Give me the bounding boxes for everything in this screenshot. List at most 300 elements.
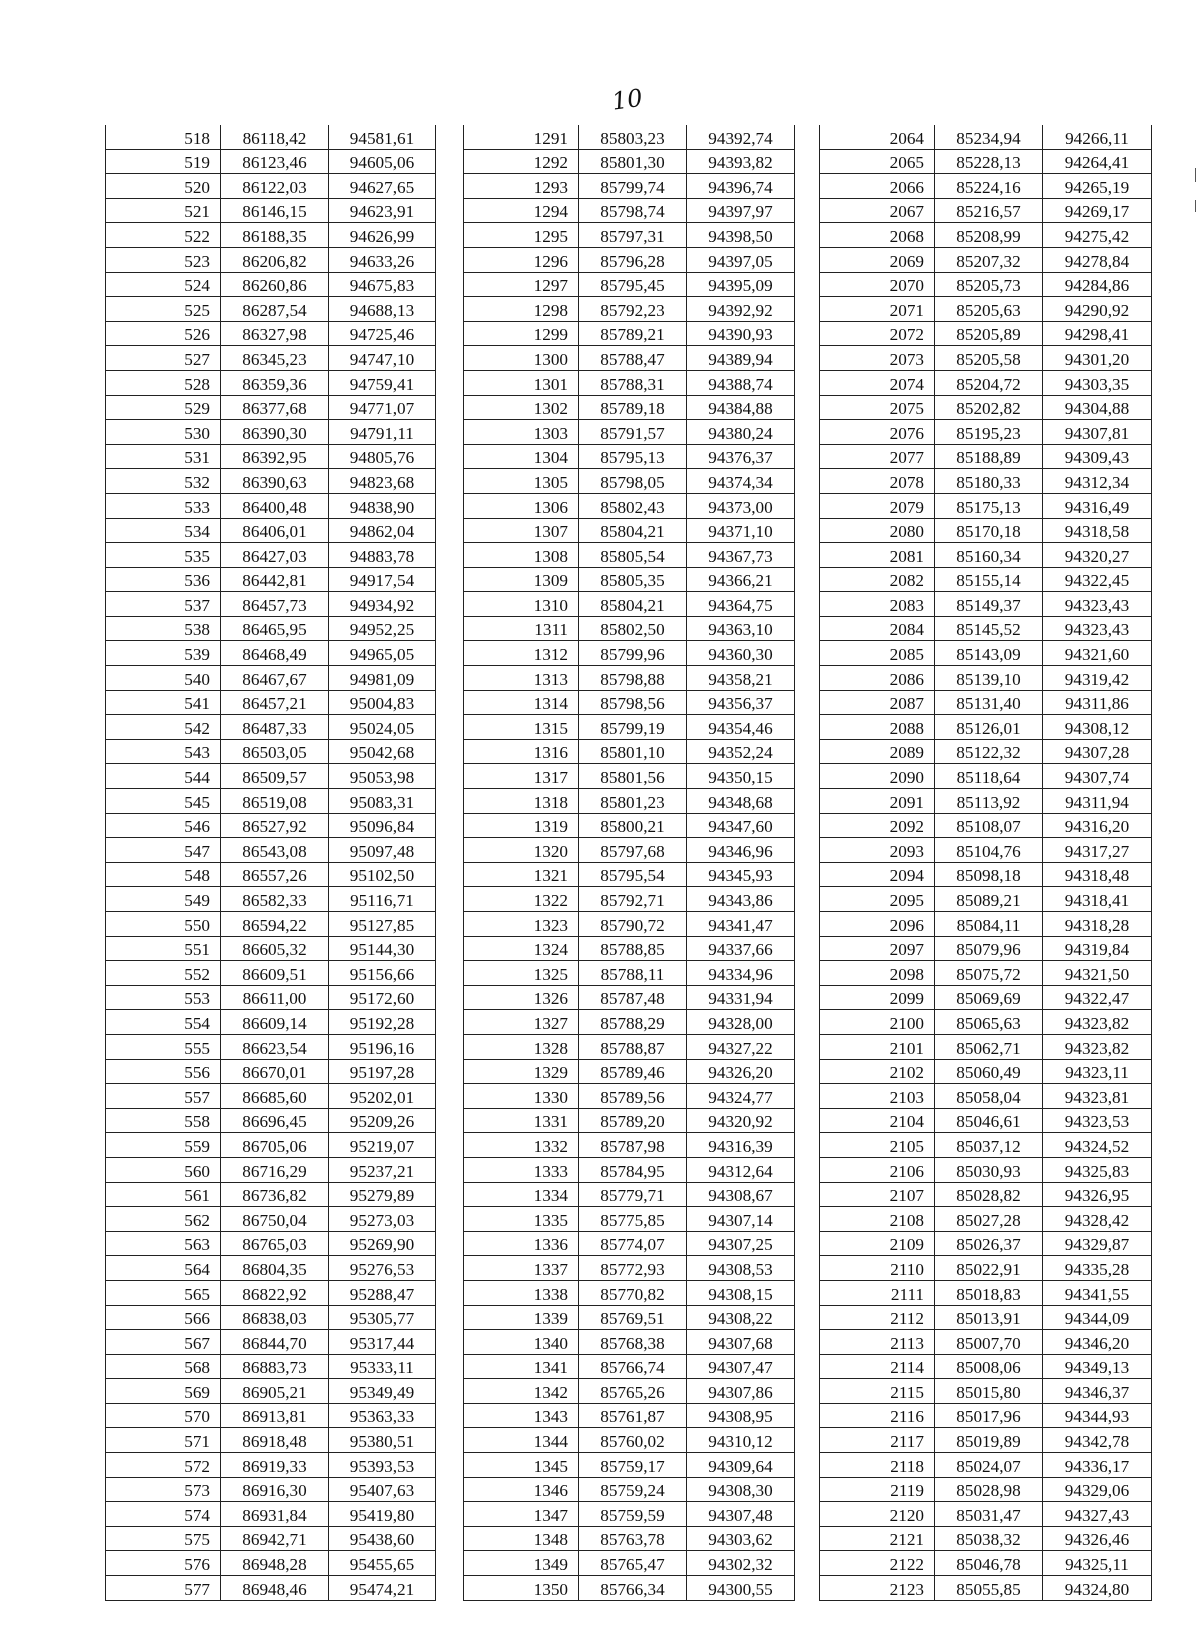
table-row <box>464 1526 795 1551</box>
point-number-cell: 1349 <box>464 1551 579 1576</box>
point-number-cell: 2067 <box>820 198 935 223</box>
point-number-cell: 551 <box>106 936 221 961</box>
x-coordinate-cell: 86750,04 <box>221 1207 329 1232</box>
y-coordinate-cell: 94304,88 <box>1043 395 1152 420</box>
x-coordinate-cell: 85208,99 <box>935 223 1043 248</box>
y-coordinate-cell: 95053,98 <box>329 764 436 789</box>
x-coordinate-cell: 85788,29 <box>579 1010 687 1035</box>
x-coordinate-cell: 85799,19 <box>579 715 687 740</box>
table-row <box>464 1354 795 1379</box>
y-coordinate-cell: 95349,49 <box>329 1379 436 1404</box>
point-number-cell: 1341 <box>464 1354 579 1379</box>
table-row <box>106 493 436 518</box>
y-coordinate-cell: 94392,92 <box>687 297 795 322</box>
x-coordinate-cell: 85145,52 <box>935 616 1043 641</box>
point-number-cell: 526 <box>106 321 221 346</box>
table-row <box>464 1477 795 1502</box>
y-coordinate-cell: 95102,50 <box>329 862 436 887</box>
x-coordinate-cell: 86468,49 <box>221 641 329 666</box>
x-coordinate-cell: 85228,13 <box>935 149 1043 174</box>
point-number-cell: 1331 <box>464 1108 579 1133</box>
x-coordinate-cell: 86736,82 <box>221 1182 329 1207</box>
point-number-cell: 2096 <box>820 912 935 937</box>
x-coordinate-cell: 85763,78 <box>579 1526 687 1551</box>
point-number-cell: 527 <box>106 346 221 371</box>
point-number-cell: 529 <box>106 395 221 420</box>
y-coordinate-cell: 94308,30 <box>687 1477 795 1502</box>
x-coordinate-cell: 85118,64 <box>935 764 1043 789</box>
table-row <box>464 715 795 740</box>
point-number-cell: 561 <box>106 1182 221 1207</box>
x-coordinate-cell: 86123,46 <box>221 149 329 174</box>
point-number-cell: 539 <box>106 641 221 666</box>
point-number-cell: 566 <box>106 1305 221 1330</box>
point-number-cell: 1306 <box>464 493 579 518</box>
table-row <box>106 1280 436 1305</box>
x-coordinate-cell: 85028,82 <box>935 1182 1043 1207</box>
x-coordinate-cell: 86838,03 <box>221 1305 329 1330</box>
y-coordinate-cell: 94318,41 <box>1043 887 1152 912</box>
x-coordinate-cell: 85801,30 <box>579 149 687 174</box>
y-coordinate-cell: 94917,54 <box>329 567 436 592</box>
table-row <box>464 1059 795 1084</box>
table-row <box>820 1034 1152 1059</box>
table-row <box>820 764 1152 789</box>
table-row <box>106 1305 436 1330</box>
point-number-cell: 1303 <box>464 420 579 445</box>
point-number-cell: 555 <box>106 1034 221 1059</box>
table-row <box>820 1280 1152 1305</box>
point-number-cell: 1298 <box>464 297 579 322</box>
table-row <box>464 346 795 371</box>
point-number-cell: 1309 <box>464 567 579 592</box>
y-coordinate-cell: 94278,84 <box>1043 247 1152 272</box>
x-coordinate-cell: 85789,18 <box>579 395 687 420</box>
table-row <box>464 813 795 838</box>
table-row <box>820 149 1152 174</box>
x-coordinate-cell: 85789,21 <box>579 321 687 346</box>
y-coordinate-cell: 94633,26 <box>329 247 436 272</box>
y-coordinate-cell: 95276,53 <box>329 1256 436 1281</box>
x-coordinate-cell: 86543,08 <box>221 838 329 863</box>
x-coordinate-cell: 86406,01 <box>221 518 329 543</box>
x-coordinate-cell: 86487,33 <box>221 715 329 740</box>
y-coordinate-cell: 94324,80 <box>1043 1576 1152 1601</box>
point-number-cell: 543 <box>106 739 221 764</box>
y-coordinate-cell: 94344,93 <box>1043 1403 1152 1428</box>
y-coordinate-cell: 94311,86 <box>1043 690 1152 715</box>
x-coordinate-cell: 85031,47 <box>935 1502 1043 1527</box>
x-coordinate-cell: 85789,56 <box>579 1084 687 1109</box>
x-coordinate-cell: 85008,06 <box>935 1354 1043 1379</box>
table-row <box>464 592 795 617</box>
point-number-cell: 532 <box>106 469 221 494</box>
point-number-cell: 1304 <box>464 444 579 469</box>
x-coordinate-cell: 85760,02 <box>579 1428 687 1453</box>
table-row <box>820 567 1152 592</box>
table-row <box>106 838 436 863</box>
table-row <box>820 395 1152 420</box>
x-coordinate-cell: 86765,03 <box>221 1231 329 1256</box>
table-row <box>820 961 1152 986</box>
x-coordinate-cell: 85216,57 <box>935 198 1043 223</box>
table-row <box>464 862 795 887</box>
x-coordinate-cell: 85139,10 <box>935 666 1043 691</box>
point-number-cell: 568 <box>106 1354 221 1379</box>
x-coordinate-cell: 86527,92 <box>221 813 329 838</box>
x-coordinate-cell: 86942,71 <box>221 1526 329 1551</box>
x-coordinate-cell: 85798,05 <box>579 469 687 494</box>
x-coordinate-cell: 85028,98 <box>935 1477 1043 1502</box>
x-coordinate-cell: 86509,57 <box>221 764 329 789</box>
table-row <box>820 444 1152 469</box>
y-coordinate-cell: 94934,92 <box>329 592 436 617</box>
point-number-cell: 1307 <box>464 518 579 543</box>
y-coordinate-cell: 95407,63 <box>329 1477 436 1502</box>
table-row <box>820 1108 1152 1133</box>
table-row <box>106 641 436 666</box>
y-coordinate-cell: 94771,07 <box>329 395 436 420</box>
x-coordinate-cell: 85046,61 <box>935 1108 1043 1133</box>
table-row <box>464 1182 795 1207</box>
table-row <box>464 1453 795 1478</box>
x-coordinate-cell: 85779,71 <box>579 1182 687 1207</box>
y-coordinate-cell: 94390,93 <box>687 321 795 346</box>
point-number-cell: 2091 <box>820 789 935 814</box>
point-number-cell: 1329 <box>464 1059 579 1084</box>
y-coordinate-cell: 95269,90 <box>329 1231 436 1256</box>
table-row <box>106 223 436 248</box>
point-number-cell: 2088 <box>820 715 935 740</box>
table-row <box>464 1576 795 1601</box>
point-number-cell: 2116 <box>820 1403 935 1428</box>
x-coordinate-cell: 86609,51 <box>221 961 329 986</box>
x-coordinate-cell: 85131,40 <box>935 690 1043 715</box>
y-coordinate-cell: 94323,43 <box>1043 616 1152 641</box>
x-coordinate-cell: 85079,96 <box>935 936 1043 961</box>
y-coordinate-cell: 94322,47 <box>1043 985 1152 1010</box>
x-coordinate-cell: 86913,81 <box>221 1403 329 1428</box>
x-coordinate-cell: 85798,74 <box>579 198 687 223</box>
table-row <box>106 912 436 937</box>
table-row <box>464 1084 795 1109</box>
y-coordinate-cell: 94348,68 <box>687 789 795 814</box>
point-number-cell: 559 <box>106 1133 221 1158</box>
x-coordinate-cell: 85155,14 <box>935 567 1043 592</box>
point-number-cell: 1339 <box>464 1305 579 1330</box>
point-number-cell: 2114 <box>820 1354 935 1379</box>
y-coordinate-cell: 94336,17 <box>1043 1453 1152 1478</box>
table-row <box>106 887 436 912</box>
point-number-cell: 1320 <box>464 838 579 863</box>
point-number-cell: 2099 <box>820 985 935 1010</box>
x-coordinate-cell: 85195,23 <box>935 420 1043 445</box>
x-coordinate-cell: 86716,29 <box>221 1157 329 1182</box>
table-row <box>464 961 795 986</box>
table-row <box>820 1059 1152 1084</box>
point-number-cell: 572 <box>106 1453 221 1478</box>
coordinates-table-1 <box>105 125 436 1601</box>
table-row <box>106 1059 436 1084</box>
x-coordinate-cell: 86623,54 <box>221 1034 329 1059</box>
point-number-cell: 1333 <box>464 1157 579 1182</box>
y-coordinate-cell: 94303,62 <box>687 1526 795 1551</box>
point-number-cell: 1312 <box>464 641 579 666</box>
x-coordinate-cell: 85803,23 <box>579 125 687 149</box>
point-number-cell: 2105 <box>820 1133 935 1158</box>
y-coordinate-cell: 94397,97 <box>687 198 795 223</box>
x-coordinate-cell: 85795,13 <box>579 444 687 469</box>
table-row <box>106 1453 436 1478</box>
y-coordinate-cell: 94388,74 <box>687 370 795 395</box>
y-coordinate-cell: 94329,87 <box>1043 1231 1152 1256</box>
y-coordinate-cell: 94316,20 <box>1043 813 1152 838</box>
y-coordinate-cell: 94307,25 <box>687 1231 795 1256</box>
table-row <box>106 1330 436 1355</box>
table-row <box>820 1330 1152 1355</box>
x-coordinate-cell: 86519,08 <box>221 789 329 814</box>
table-row <box>464 223 795 248</box>
y-coordinate-cell: 94284,86 <box>1043 272 1152 297</box>
y-coordinate-cell: 95042,68 <box>329 739 436 764</box>
point-number-cell: 2121 <box>820 1526 935 1551</box>
point-number-cell: 533 <box>106 493 221 518</box>
y-coordinate-cell: 94311,94 <box>1043 789 1152 814</box>
point-number-cell: 2071 <box>820 297 935 322</box>
margin-mark <box>1195 168 1196 182</box>
table-row <box>106 1231 436 1256</box>
y-coordinate-cell: 94326,46 <box>1043 1526 1152 1551</box>
x-coordinate-cell: 86390,30 <box>221 420 329 445</box>
table-row <box>820 1379 1152 1404</box>
point-number-cell: 2072 <box>820 321 935 346</box>
x-coordinate-cell: 85799,74 <box>579 174 687 199</box>
point-number-cell: 565 <box>106 1280 221 1305</box>
x-coordinate-cell: 85791,57 <box>579 420 687 445</box>
point-number-cell: 538 <box>106 616 221 641</box>
y-coordinate-cell: 95156,66 <box>329 961 436 986</box>
y-coordinate-cell: 94312,34 <box>1043 469 1152 494</box>
x-coordinate-cell: 86457,21 <box>221 690 329 715</box>
x-coordinate-cell: 85149,37 <box>935 592 1043 617</box>
table-row <box>106 1157 436 1182</box>
point-number-cell: 562 <box>106 1207 221 1232</box>
table-row <box>106 247 436 272</box>
x-coordinate-cell: 85765,26 <box>579 1379 687 1404</box>
y-coordinate-cell: 95004,83 <box>329 690 436 715</box>
table-row <box>820 715 1152 740</box>
x-coordinate-cell: 86465,95 <box>221 616 329 641</box>
x-coordinate-cell: 85030,93 <box>935 1157 1043 1182</box>
y-coordinate-cell: 94307,28 <box>1043 739 1152 764</box>
point-number-cell: 567 <box>106 1330 221 1355</box>
point-number-cell: 1293 <box>464 174 579 199</box>
x-coordinate-cell: 85789,46 <box>579 1059 687 1084</box>
x-coordinate-cell: 86670,01 <box>221 1059 329 1084</box>
point-number-cell: 552 <box>106 961 221 986</box>
point-number-cell: 2100 <box>820 1010 935 1035</box>
x-coordinate-cell: 85207,32 <box>935 247 1043 272</box>
table-row <box>106 1207 436 1232</box>
table-row <box>820 1428 1152 1453</box>
table-row <box>106 444 436 469</box>
y-coordinate-cell: 94303,35 <box>1043 370 1152 395</box>
x-coordinate-cell: 85126,01 <box>935 715 1043 740</box>
y-coordinate-cell: 94307,81 <box>1043 420 1152 445</box>
y-coordinate-cell: 94308,12 <box>1043 715 1152 740</box>
point-number-cell: 2097 <box>820 936 935 961</box>
x-coordinate-cell: 85784,95 <box>579 1157 687 1182</box>
table-row <box>820 1576 1152 1601</box>
y-coordinate-cell: 95024,05 <box>329 715 436 740</box>
point-number-cell: 575 <box>106 1526 221 1551</box>
x-coordinate-cell: 85205,63 <box>935 297 1043 322</box>
point-number-cell: 2078 <box>820 469 935 494</box>
table-row <box>820 1084 1152 1109</box>
x-coordinate-cell: 86400,48 <box>221 493 329 518</box>
point-number-cell: 564 <box>106 1256 221 1281</box>
table-row <box>106 616 436 641</box>
point-number-cell: 525 <box>106 297 221 322</box>
table-row <box>106 321 436 346</box>
table-row <box>464 297 795 322</box>
table-row <box>820 125 1152 149</box>
table-row <box>820 321 1152 346</box>
table-row <box>106 149 436 174</box>
point-number-cell: 2092 <box>820 813 935 838</box>
x-coordinate-cell: 85766,74 <box>579 1354 687 1379</box>
point-number-cell: 1344 <box>464 1428 579 1453</box>
table-row <box>820 493 1152 518</box>
table-row <box>820 616 1152 641</box>
y-coordinate-cell: 94321,60 <box>1043 641 1152 666</box>
x-coordinate-cell: 85019,89 <box>935 1428 1043 1453</box>
x-coordinate-cell: 86392,95 <box>221 444 329 469</box>
x-coordinate-cell: 86377,68 <box>221 395 329 420</box>
table-row <box>820 1502 1152 1527</box>
point-number-cell: 1332 <box>464 1133 579 1158</box>
point-number-cell: 2087 <box>820 690 935 715</box>
point-number-cell: 560 <box>106 1157 221 1182</box>
y-coordinate-cell: 94275,42 <box>1043 223 1152 248</box>
point-number-cell: 556 <box>106 1059 221 1084</box>
point-number-cell: 2089 <box>820 739 935 764</box>
y-coordinate-cell: 94862,04 <box>329 518 436 543</box>
y-coordinate-cell: 95219,07 <box>329 1133 436 1158</box>
x-coordinate-cell: 85104,76 <box>935 838 1043 863</box>
table-row <box>820 1477 1152 1502</box>
point-number-cell: 541 <box>106 690 221 715</box>
table-row <box>820 1010 1152 1035</box>
x-coordinate-cell: 85170,18 <box>935 518 1043 543</box>
y-coordinate-cell: 95279,89 <box>329 1182 436 1207</box>
point-number-cell: 1346 <box>464 1477 579 1502</box>
x-coordinate-cell: 86611,00 <box>221 985 329 1010</box>
x-coordinate-cell: 85224,16 <box>935 174 1043 199</box>
table-row <box>464 543 795 568</box>
point-number-cell: 1318 <box>464 789 579 814</box>
y-coordinate-cell: 94366,21 <box>687 567 795 592</box>
y-coordinate-cell: 94981,09 <box>329 666 436 691</box>
table-row <box>820 518 1152 543</box>
point-number-cell: 2079 <box>820 493 935 518</box>
table-row <box>106 1502 436 1527</box>
x-coordinate-cell: 85774,07 <box>579 1231 687 1256</box>
table-row <box>106 370 436 395</box>
table-row <box>820 1256 1152 1281</box>
point-number-cell: 1342 <box>464 1379 579 1404</box>
y-coordinate-cell: 94307,86 <box>687 1379 795 1404</box>
table-row <box>820 666 1152 691</box>
point-number-cell: 528 <box>106 370 221 395</box>
point-number-cell: 1325 <box>464 961 579 986</box>
point-number-cell: 2084 <box>820 616 935 641</box>
y-coordinate-cell: 94371,10 <box>687 518 795 543</box>
y-coordinate-cell: 94581,61 <box>329 125 436 149</box>
table-row <box>820 469 1152 494</box>
point-number-cell: 2122 <box>820 1551 935 1576</box>
y-coordinate-cell: 94626,99 <box>329 223 436 248</box>
y-coordinate-cell: 94823,68 <box>329 469 436 494</box>
x-coordinate-cell: 85790,72 <box>579 912 687 937</box>
y-coordinate-cell: 95172,60 <box>329 985 436 1010</box>
x-coordinate-cell: 85205,73 <box>935 272 1043 297</box>
y-coordinate-cell: 94805,76 <box>329 444 436 469</box>
x-coordinate-cell: 86948,28 <box>221 1551 329 1576</box>
point-number-cell: 2076 <box>820 420 935 445</box>
point-number-cell: 2070 <box>820 272 935 297</box>
point-number-cell: 1297 <box>464 272 579 297</box>
point-number-cell: 570 <box>106 1403 221 1428</box>
point-number-cell: 1324 <box>464 936 579 961</box>
y-coordinate-cell: 94307,48 <box>687 1502 795 1527</box>
x-coordinate-cell: 85037,12 <box>935 1133 1043 1158</box>
x-coordinate-cell: 85788,11 <box>579 961 687 986</box>
x-coordinate-cell: 85802,43 <box>579 493 687 518</box>
y-coordinate-cell: 94838,90 <box>329 493 436 518</box>
y-coordinate-cell: 95209,26 <box>329 1108 436 1133</box>
x-coordinate-cell: 85759,17 <box>579 1453 687 1478</box>
y-coordinate-cell: 94323,82 <box>1043 1010 1152 1035</box>
table-row <box>464 789 795 814</box>
table-row <box>464 1034 795 1059</box>
y-coordinate-cell: 94396,74 <box>687 174 795 199</box>
point-number-cell: 549 <box>106 887 221 912</box>
point-number-cell: 2123 <box>820 1576 935 1601</box>
y-coordinate-cell: 95083,31 <box>329 789 436 814</box>
y-coordinate-cell: 94266,11 <box>1043 125 1152 149</box>
y-coordinate-cell: 94335,28 <box>1043 1256 1152 1281</box>
table-row <box>106 346 436 371</box>
y-coordinate-cell: 94307,47 <box>687 1354 795 1379</box>
table-row <box>106 985 436 1010</box>
y-coordinate-cell: 95144,30 <box>329 936 436 961</box>
y-coordinate-cell: 94791,11 <box>329 420 436 445</box>
table-row <box>820 1526 1152 1551</box>
point-number-cell: 522 <box>106 223 221 248</box>
point-number-cell: 2069 <box>820 247 935 272</box>
y-coordinate-cell: 95202,01 <box>329 1084 436 1109</box>
x-coordinate-cell: 85017,96 <box>935 1403 1043 1428</box>
x-coordinate-cell: 85188,89 <box>935 444 1043 469</box>
table-row <box>106 567 436 592</box>
x-coordinate-cell: 85018,83 <box>935 1280 1043 1305</box>
y-coordinate-cell: 94309,43 <box>1043 444 1152 469</box>
table-row <box>464 1010 795 1035</box>
y-coordinate-cell: 94325,83 <box>1043 1157 1152 1182</box>
point-number-cell: 1314 <box>464 690 579 715</box>
point-number-cell: 553 <box>106 985 221 1010</box>
